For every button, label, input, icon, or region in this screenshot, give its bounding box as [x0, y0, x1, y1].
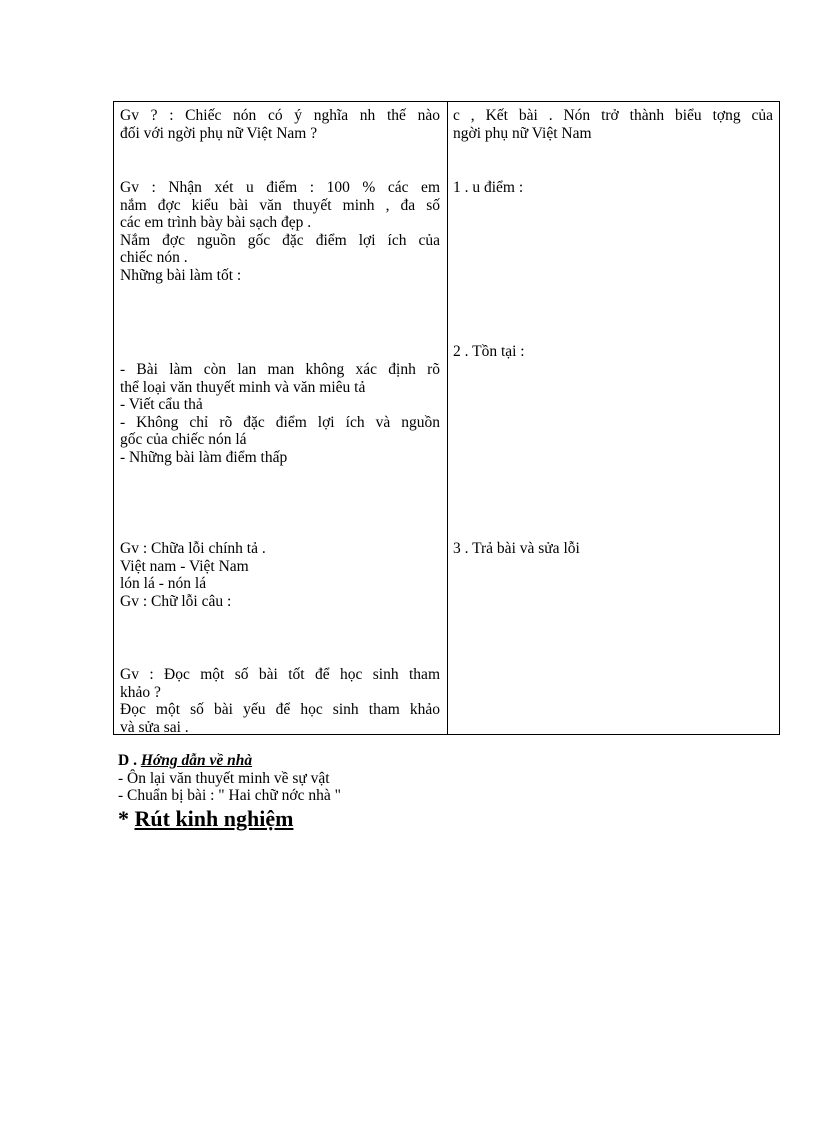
text-line: các em trình bày bài sạch đẹp .: [120, 214, 312, 231]
text-line: Gv : Chữa lỗi chính tả .: [120, 540, 266, 557]
text-line: 2 . Tồn tại :: [453, 343, 525, 360]
left-cell-corrections: [120, 540, 440, 610]
section-title: Hớng dẫn về nhà: [140, 752, 253, 769]
section-letter: D .: [118, 752, 137, 769]
right-cell-conclusion: [453, 107, 773, 142]
homework-line: - Chuẩn bị bài : " Hai chữ nớc nhà ": [118, 787, 341, 804]
text-line: Gv : Nhận xét u điểm : 100 % các em: [120, 179, 440, 196]
left-cell-weaknesses: [120, 361, 440, 466]
homework-line: - Ôn lại văn thuyết minh về sự vật: [118, 769, 330, 787]
homework-section: [118, 752, 341, 832]
text-line: Nắm đợc nguồn gốc đặc điểm lợi ích của: [120, 231, 440, 249]
text-line: 3 . Trả bài và sửa lỗi: [453, 540, 580, 557]
text-line: lón lá - nón lá: [120, 575, 207, 592]
text-line: c , Kết bài . Nón trở thành biểu tợng của: [453, 107, 773, 124]
right-cell-strengths-heading: [453, 179, 773, 197]
lesson-table: [113, 101, 780, 735]
text-line: và sửa sai .: [120, 718, 189, 736]
text-line: đối với ngời phụ nữ Việt Nam ?: [120, 124, 318, 142]
section-heading: [118, 752, 341, 770]
experience-heading: [118, 806, 341, 832]
left-cell-reading: [120, 666, 440, 736]
text-line: - Không chỉ rõ đặc điểm lợi ích và nguồn: [120, 413, 440, 431]
text-line: 1 . u điểm :: [453, 179, 524, 196]
text-line: nắm đợc kiểu bài văn thuyết minh , đa số: [120, 196, 440, 214]
text-line: thể loại văn thuyết minh và văn miêu tả: [120, 378, 366, 396]
text-line: khảo ?: [120, 683, 161, 701]
left-cell-strengths: [120, 179, 440, 284]
text-line: Gv : Đọc một số bài tốt để học sinh tham: [120, 666, 440, 683]
left-cell-question: [120, 107, 440, 142]
text-line: gốc của chiếc nón lá: [120, 431, 247, 448]
right-cell-return-heading: [453, 540, 773, 558]
text-line: Gv ? : Chiếc nón có ý nghĩa nh thế nào: [120, 107, 440, 124]
text-line: - Viết cẩu thả: [120, 396, 203, 413]
text-line: - Bài làm còn lan man không xác định rõ: [120, 361, 440, 378]
column-divider: [447, 102, 448, 734]
text-line: Gv : Chữ lỗi câu :: [120, 592, 232, 610]
text-line: chiếc nón .: [120, 249, 188, 266]
text-line: Đọc một số bài yếu để học sinh tham khảo: [120, 701, 440, 718]
experience-title: Rút kinh nghiệm: [134, 805, 294, 831]
experience-prefix: *: [118, 805, 135, 831]
right-cell-weaknesses-heading: [453, 343, 773, 361]
text-line: Việt nam - Việt Nam: [120, 557, 249, 575]
text-line: - Những bài làm điểm thấp: [120, 448, 288, 466]
text-line: Những bài làm tốt :: [120, 266, 242, 284]
text-line: ngời phụ nữ Việt Nam: [453, 124, 592, 142]
